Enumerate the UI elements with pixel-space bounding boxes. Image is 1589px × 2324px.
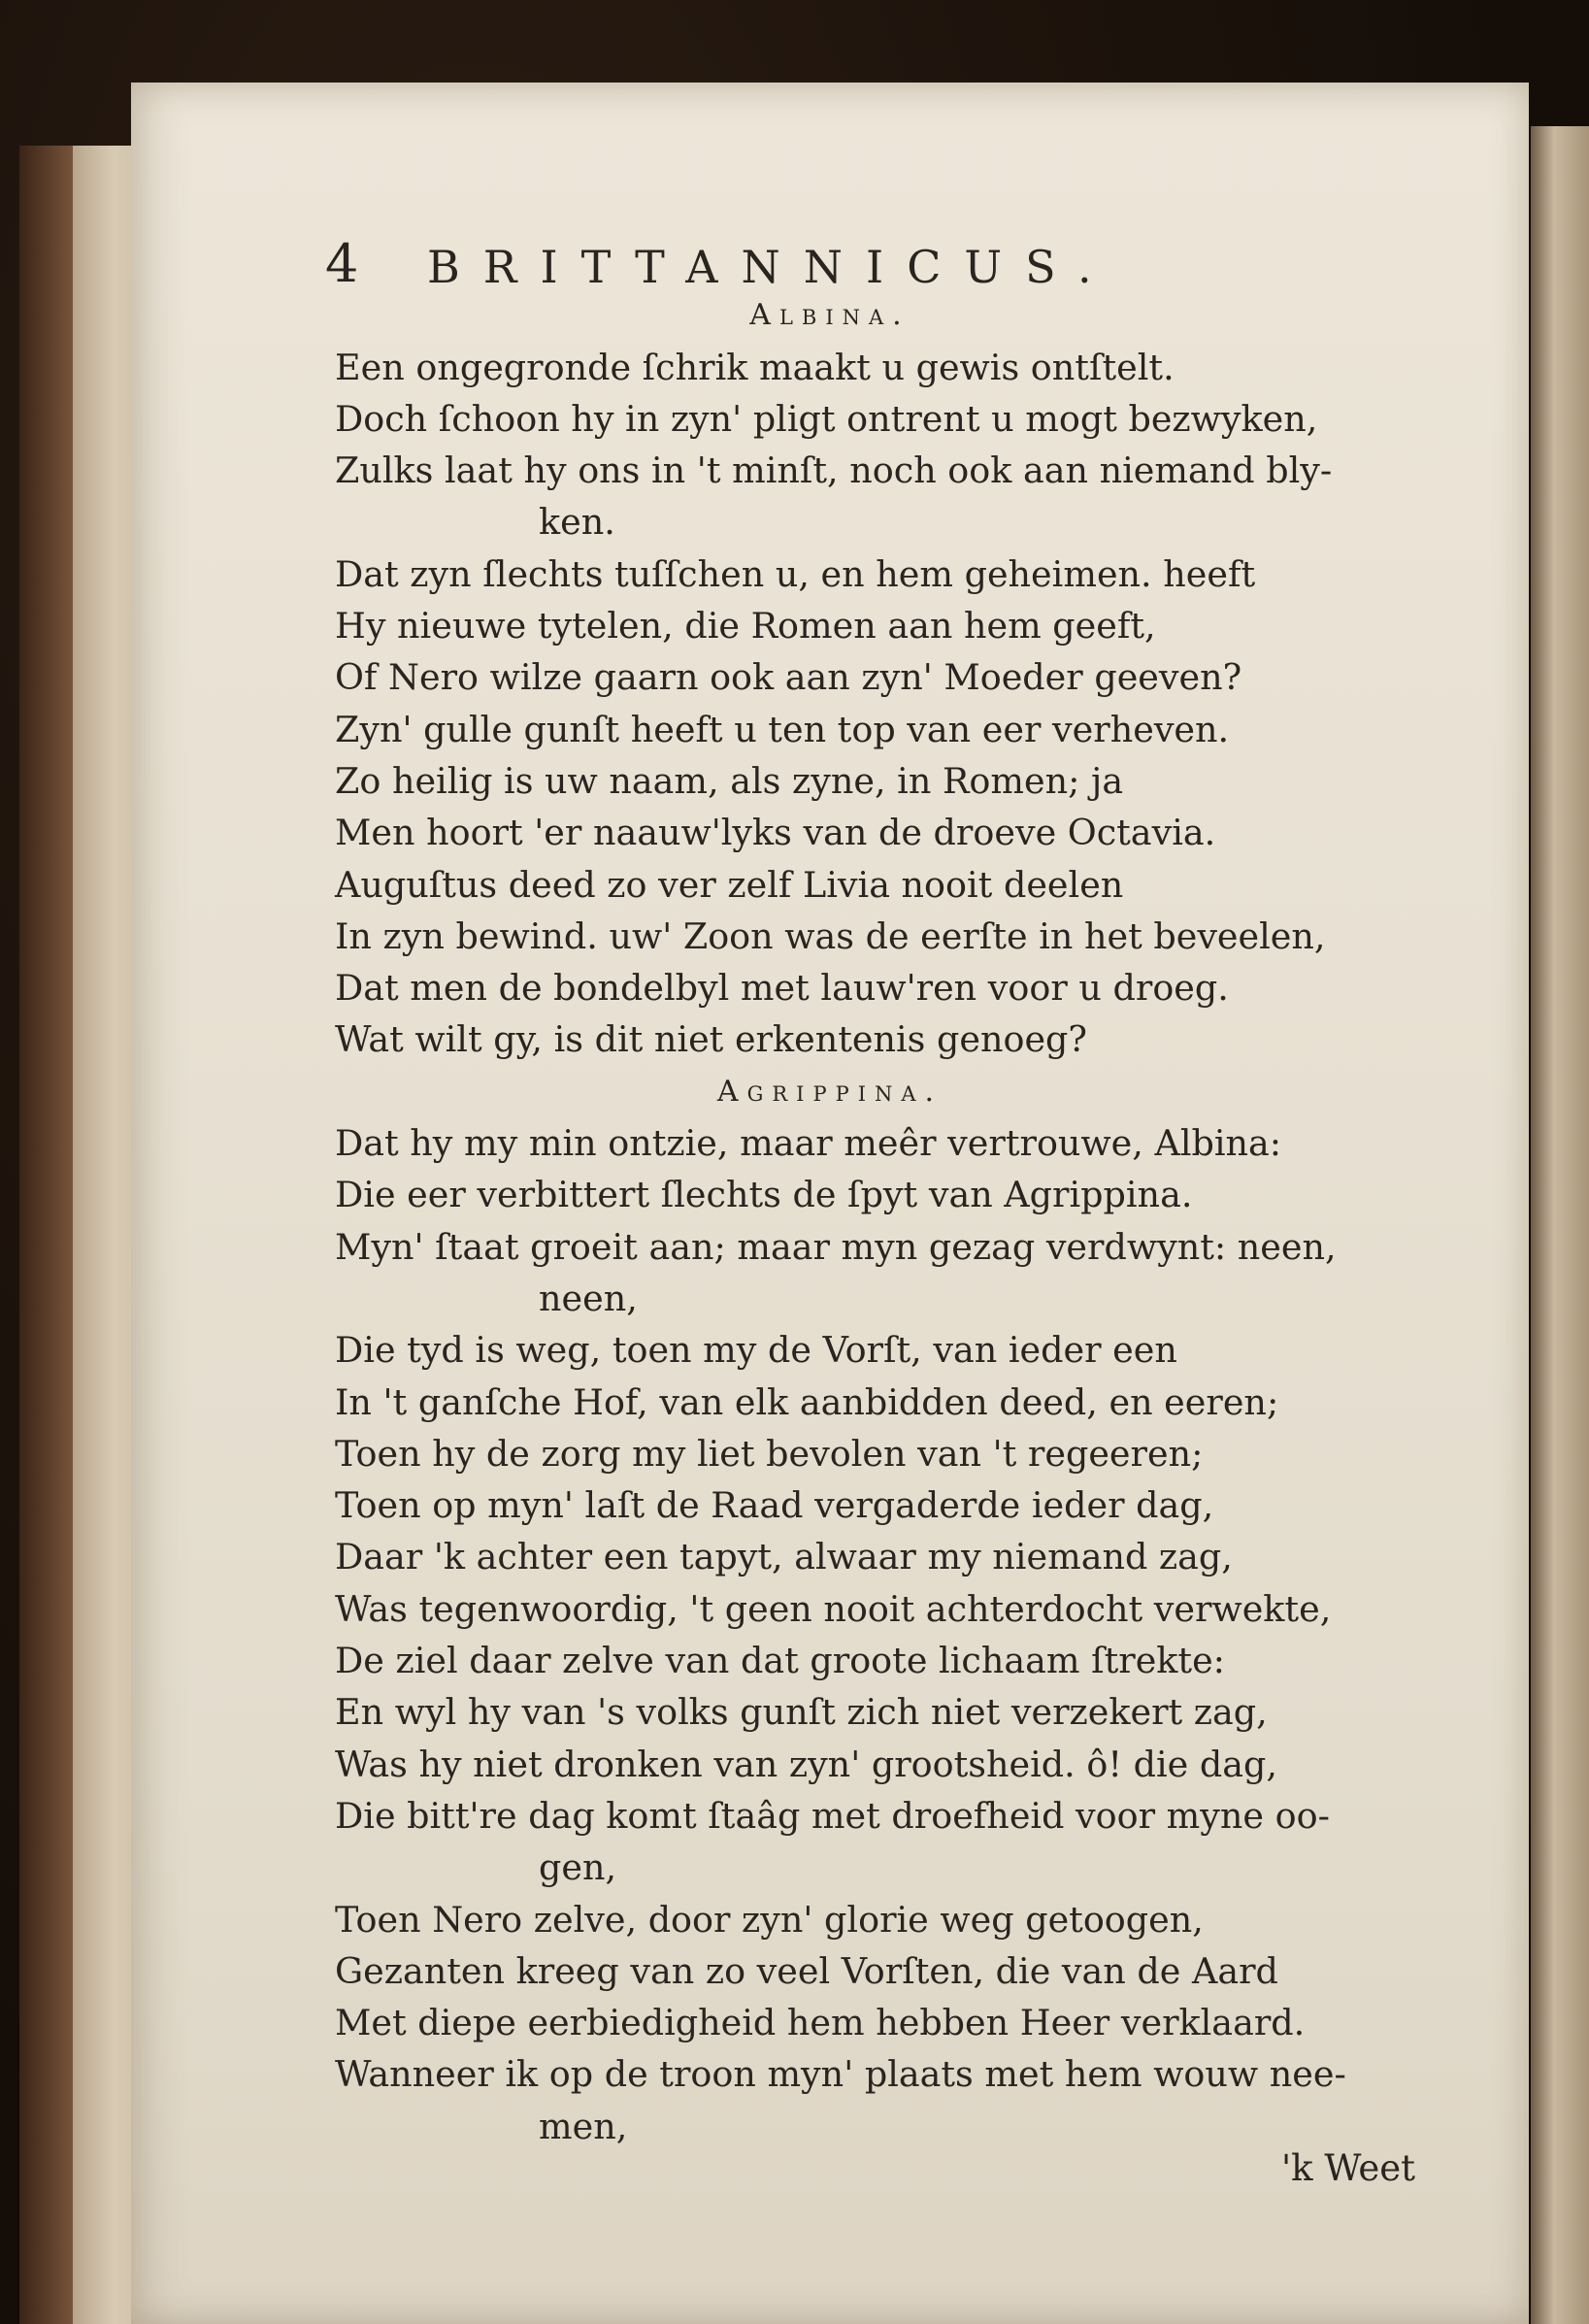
verse-line: Wanneer ik op de troon myn' plaats met hem wouw nee- xyxy=(335,2053,1346,2096)
verse-line: Hy nieuwe tytelen, die Romen aan hem geeft, xyxy=(335,605,1156,647)
verse-line: Toen op myn' laſt de Raad vergaderde ieder dag, xyxy=(335,1484,1214,1527)
verse-line: Myn' ſtaat groeit aan; maar myn gezag verdwynt: neen, xyxy=(335,1225,1337,1268)
verse-line: De ziel daar zelve van dat groote lichaam ſtrekte: xyxy=(335,1640,1225,1682)
verse-line: En wyl hy van 's volks gunſt zich niet verzekert zag, xyxy=(335,1691,1268,1734)
verse-line: In 't ganſche Hof, van elk aanbidden deed, en eeren; xyxy=(335,1380,1279,1423)
speaker-label: Agrippina. xyxy=(716,1074,943,1109)
verse-line: Was hy niet dronken van zyn' grootsheid. ô! die dag, xyxy=(335,1743,1277,1785)
verse-line: Dat hy my min ontzie, maar meêr vertrouwe, Albina: xyxy=(335,1122,1282,1165)
verse-line: Was tegenwoordig, 't geen nooit achterdocht verwekte, xyxy=(335,1587,1332,1630)
verse-line: Men hoort 'er naauw'lyks van de droeve Octavia. xyxy=(335,812,1216,854)
verse-line: Die bitt're dag komt ſtaâg met droefheid voor myne oo- xyxy=(335,1794,1330,1837)
book-cover-right-edge xyxy=(1531,126,1589,2324)
header-spacer xyxy=(335,238,1490,289)
verse-line: Daar 'k achter een tapyt, alwaar my niemand zag, xyxy=(335,1536,1233,1578)
verse-line-turnover: men, xyxy=(539,2105,628,2147)
catchword: 'k Weet xyxy=(1281,2147,1416,2189)
verse-line-turnover: neen, xyxy=(539,1277,638,1319)
verse-line: Dat men de bondelbyl met lauw'ren voor u droeg. xyxy=(335,967,1229,1010)
verse-line: Zyn' gulle gunſt heeft u ten top van eer verheven. xyxy=(335,708,1230,750)
verse-line: Toen Nero zelve, door zyn' glorie weg getoogen, xyxy=(335,1898,1204,1941)
speaker-label: Albina. xyxy=(749,298,910,333)
verse-line: Of Nero wilze gaarn ook aan zyn' Moeder geeven? xyxy=(335,656,1242,699)
verse-line: Zo heilig is uw naam, als zyne, in Romen; ja xyxy=(335,759,1124,802)
verse-line-turnover: ken. xyxy=(539,501,615,544)
verse-line: Met diepe eerbiedigheid hem hebben Heer verklaard. xyxy=(335,2002,1306,2044)
page-number: 4 xyxy=(325,233,359,294)
running-title: BRITTANNICUS. xyxy=(427,241,1115,293)
verse-line: Gezanten kreeg van zo veel Vorſten, die van de Aard xyxy=(335,1949,1278,1992)
verse-line: In zyn bewind. uw' Zoon was de eerſte in het beveelen, xyxy=(335,914,1326,957)
verse-text xyxy=(335,238,1490,2152)
verse-line: Wat wilt gy, is dit niet erkentenis genoeg? xyxy=(335,1018,1087,1061)
verse-line: Doch ſchoon hy in zyn' pligt ontrent u mogt bezwyken, xyxy=(335,397,1318,440)
verse-line-turnover: gen, xyxy=(539,1846,617,1889)
verse-line: Zulks laat hy ons in 't minſt, noch ook aan niemand bly- xyxy=(335,449,1333,492)
verse-line: Auguſtus deed zo ver zelf Livia nooit deelen xyxy=(335,863,1124,906)
verse-line: Die tyd is weg, toen my de Vorſt, van ieder een xyxy=(335,1329,1177,1372)
verse-line: Toen hy de zorg my liet bevolen van 't regeeren; xyxy=(335,1432,1204,1475)
verse-line: Dat zyn ſlechts tuſſchen u, en hem geheimen. heeft xyxy=(335,552,1256,595)
verse-line: Een ongegronde ſchrik maakt u gewis ontſtelt. xyxy=(335,346,1175,388)
verse-line: Die eer verbittert ſlechts de ſpyt van Agrippina. xyxy=(335,1174,1193,1216)
